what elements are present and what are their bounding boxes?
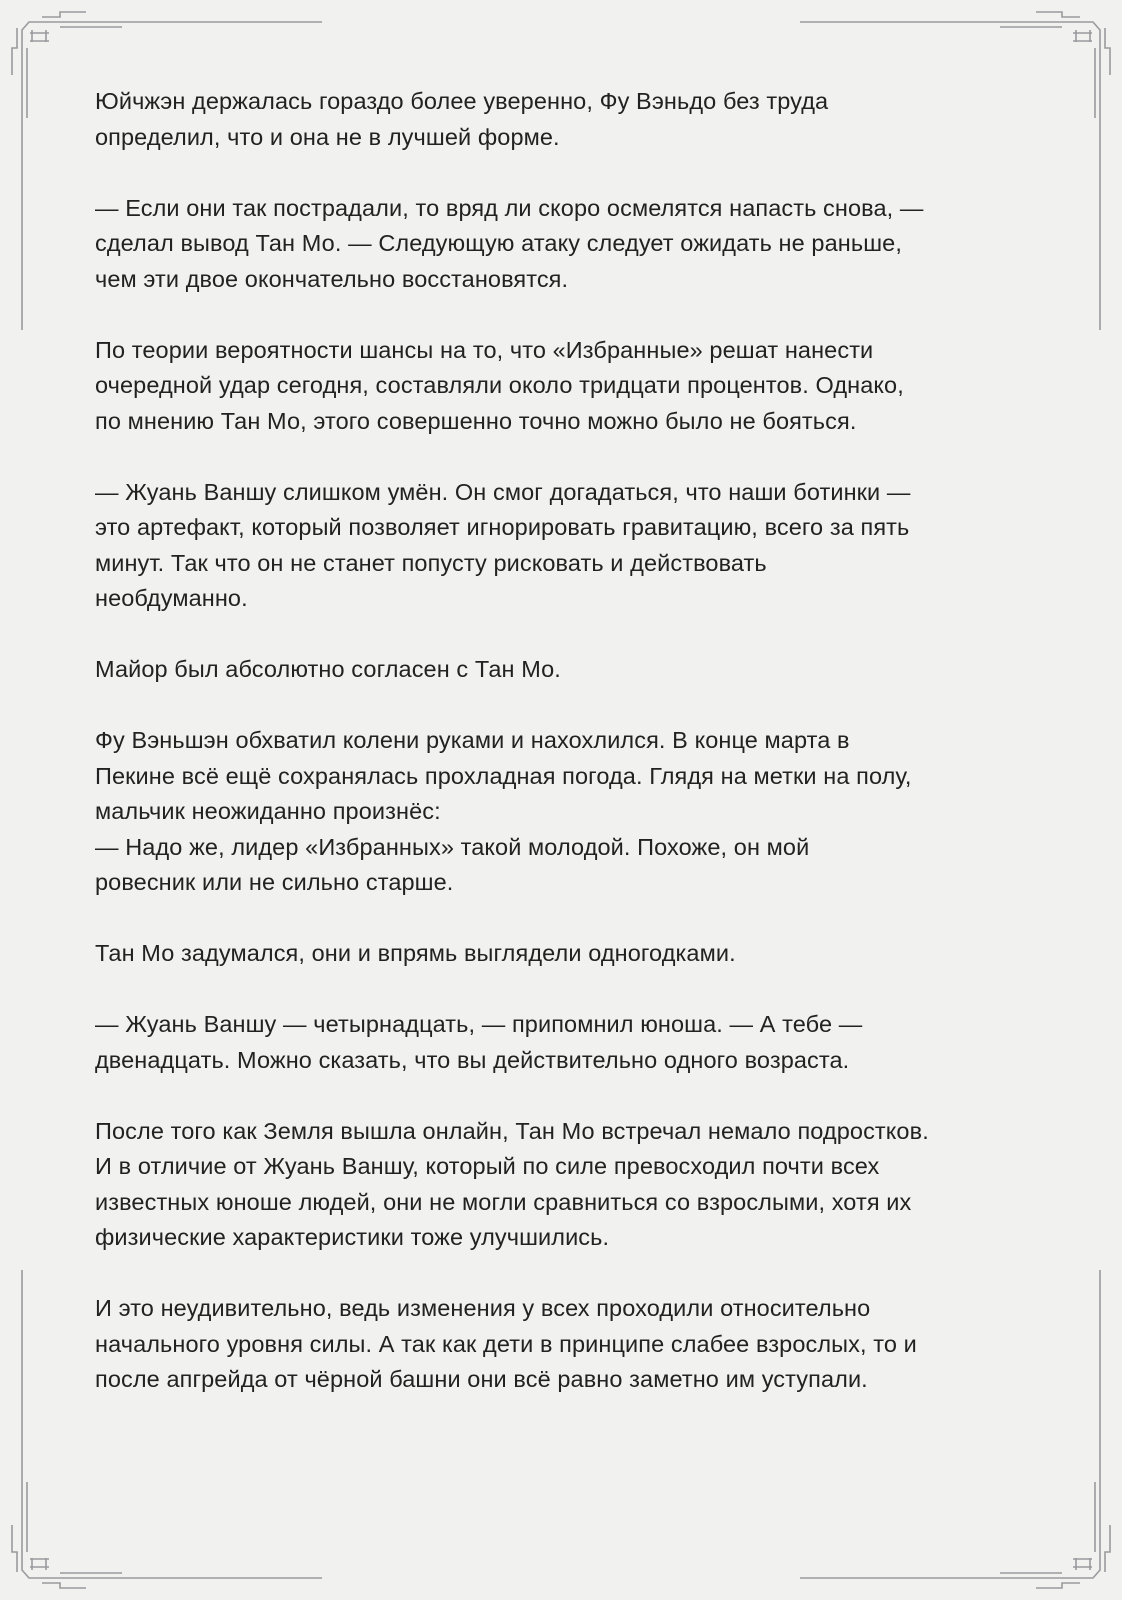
paragraph (95, 1007, 1025, 1078)
text-line: сделал вывод Тан Мо. — Следующую атаку следует ожидать не раньше, (95, 230, 902, 256)
text-line: двенадцать. Можно сказать, что вы действительно одного возраста. (95, 1046, 850, 1073)
text-line: Фу Вэньшэн обхватил колени руками и нахохлился. В конце марта в (95, 727, 850, 753)
paragraph (95, 936, 1025, 972)
text-line: это артефакт, который позволяет игнорировать гравитацию, всего за пять (95, 514, 910, 540)
paragraph (95, 191, 1025, 298)
text-line: Тан Мо задумался, они и впрямь выглядели одногодками. (95, 940, 736, 966)
paragraph (95, 84, 1025, 155)
text-line: физические характеристики тоже улучшились. (95, 1224, 610, 1250)
text-line: ровесник или не сильно старше. (95, 869, 454, 895)
text-line: Юйчжэн держалась гораздо более уверенно, Фу Вэньдо без труда (95, 88, 829, 114)
text-line: — Жуань Ваншу — четырнадцать, — припомнил юноша. — А тебе — (95, 1011, 863, 1037)
document-body (95, 84, 1025, 1433)
text-line: По теории вероятности шансы на то, что «Избранные» решат нанести (95, 336, 874, 363)
text-line: минут. Так что он не станет попусту рисковать и действовать (95, 549, 767, 576)
paragraph (95, 723, 1025, 901)
text-line: чем эти двое окончательно восстановятся. (95, 265, 569, 292)
paragraph (95, 475, 1025, 617)
text-line: необдуманно. (95, 585, 248, 611)
paragraph (95, 652, 1025, 688)
text-line: — Жуань Ваншу слишком умён. Он смог догадаться, что наши ботинки — (95, 478, 911, 505)
paragraph (95, 1114, 1025, 1256)
text-line: определил, что и она не в лучшей форме. (95, 123, 560, 150)
text-line: И это неудивительно, ведь изменения у всех проходили относительно (95, 1295, 871, 1321)
text-line: Пекине всё ещё сохранялась прохладная погода. Глядя на метки на полу, (95, 762, 912, 789)
text-line: — Если они так пострадали, то вряд ли скоро осмелятся напасть снова, — (95, 194, 924, 221)
text-line: известных юноше людей, они не могли сравниться со взрослыми, хотя их (95, 1188, 912, 1215)
text-line: после апгрейда от чёрной башни они всё равно заметно им уступали. (95, 1366, 868, 1392)
text-line: И в отличие от Жуань Ваншу, который по силе превосходил почти всех (95, 1153, 880, 1179)
text-line: После того как Земля вышла онлайн, Тан Мо встречал немало подростков. (95, 1117, 929, 1144)
text-line: по мнению Тан Мо, этого совершенно точно можно было не бояться. (95, 407, 857, 434)
text-line: очередной удар сегодня, составляли около тридцати процентов. Однако, (95, 372, 904, 398)
paragraph (95, 1291, 1025, 1398)
paragraph (95, 333, 1025, 440)
text-line: — Надо же, лидер «Избранных» такой молодой. Похоже, он мой (95, 833, 810, 860)
text-line: начального уровня силы. А так как дети в принципе слабее взрослых, то и (95, 1330, 917, 1357)
text-line: Майор был абсолютно согласен с Тан Мо. (95, 656, 561, 682)
text-line: мальчик неожиданно произнёс: (95, 798, 441, 824)
